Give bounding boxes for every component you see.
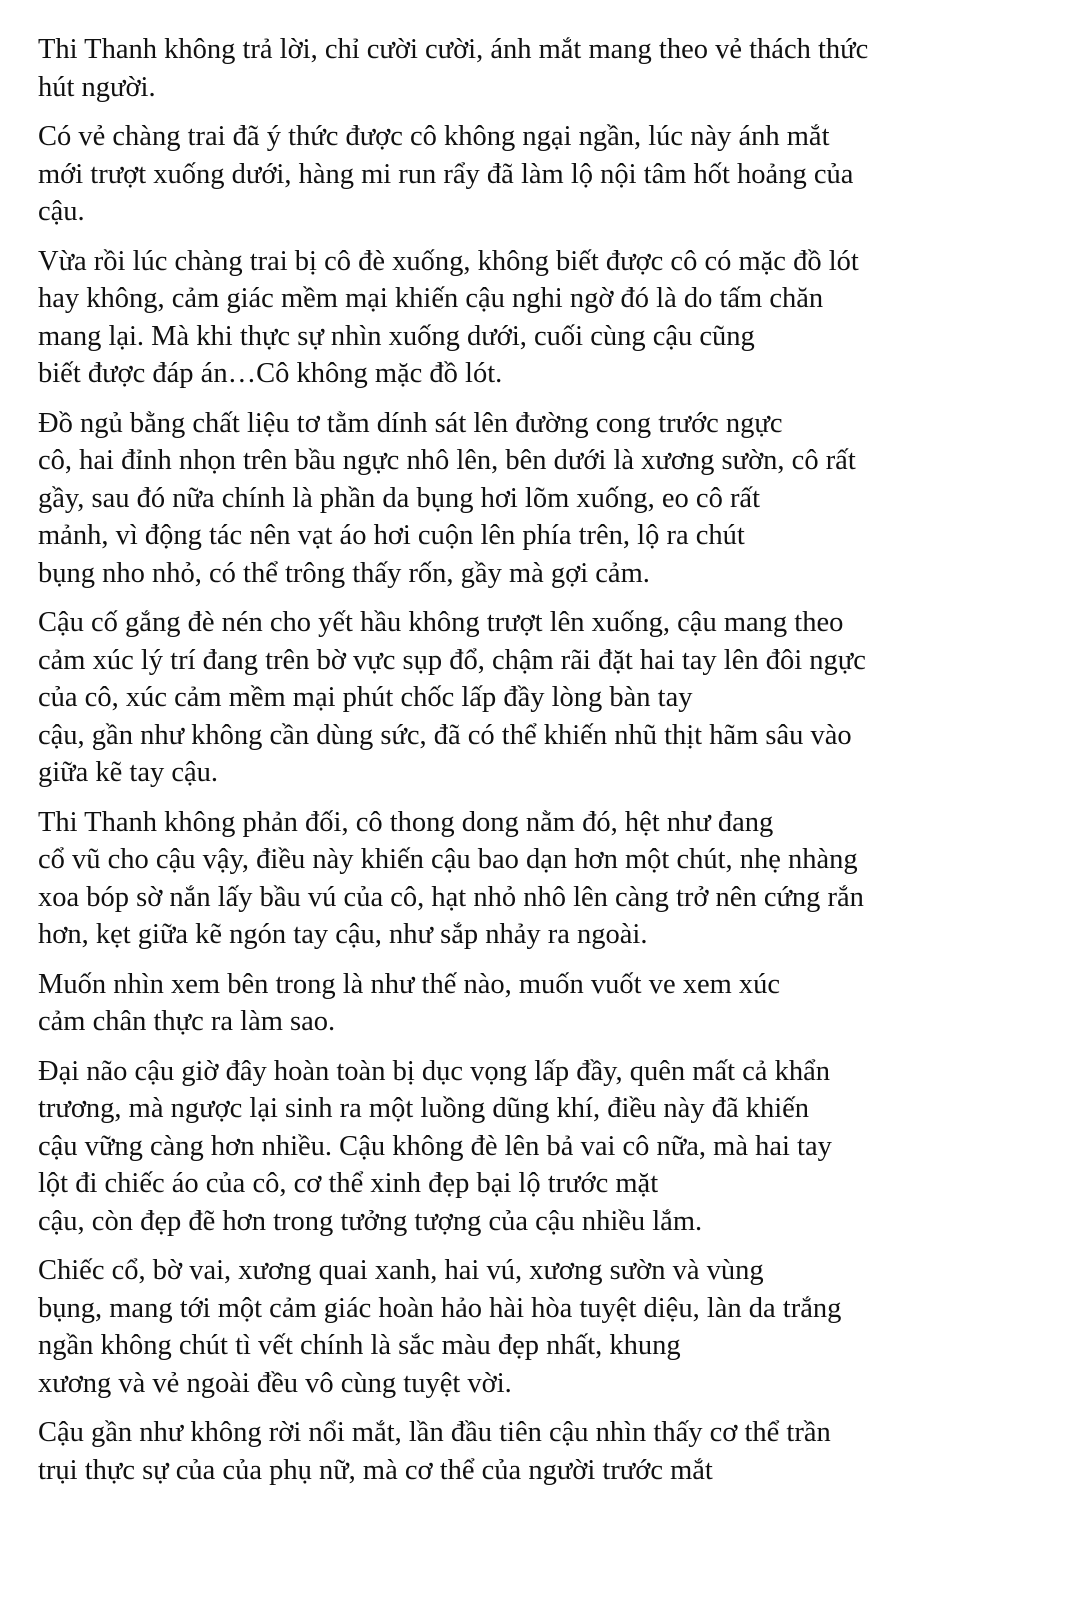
text-line: cậu, còn đẹp đẽ hơn trong tưởng tượng của cậu nhiều lắm. [38, 1205, 703, 1237]
text-line: cậu, gần như không cần dùng sức, đã có thể khiến nhũ thịt hãm sâu vào [38, 719, 852, 751]
paragraph-9 [38, 1252, 1048, 1402]
text-line: mang lại. Mà khi thực sự nhìn xuống dưới, cuối cùng cậu cũng [38, 320, 755, 352]
text-line: xương và vẻ ngoài đều vô cùng tuyệt vời. [38, 1367, 512, 1399]
text-line: bụng nho nhỏ, có thể trông thấy rốn, gầy mà gợi cảm. [38, 557, 650, 589]
paragraph-4 [38, 405, 1048, 593]
text-line: Vừa rồi lúc chàng trai bị cô đè xuống, không biết được cô có mặc đồ lót [38, 245, 859, 277]
text-line: lột đi chiếc áo của cô, cơ thể xinh đẹp bại lộ trước mặt [38, 1168, 659, 1199]
text-line: giữa kẽ tay cậu. [38, 757, 219, 788]
text-line: Có vẻ chàng trai đã ý thức được cô không ngại ngần, lúc này ánh mắt [38, 121, 830, 152]
text-line: hơn, kẹt giữa kẽ ngón tay cậu, như sắp nhảy ra ngoài. [38, 919, 648, 950]
paragraph-5 [38, 604, 1048, 792]
paragraph-8 [38, 1053, 1048, 1241]
text-line: của cô, xúc cảm mềm mại phút chốc lấp đầy lòng bàn tay [38, 682, 693, 713]
text-line: Muốn nhìn xem bên trong là như thế nào, muốn vuốt ve xem xúc [38, 968, 781, 1000]
text-line: cảm xúc lý trí đang trên bờ vực sụp đổ, chậm rãi đặt hai tay lên đôi ngực [38, 644, 866, 676]
text-line: mảnh, vì động tác nên vạt áo hơi cuộn lên phía trên, lộ ra chút [38, 520, 745, 551]
paragraph-3 [38, 243, 1048, 393]
text-line: hay không, cảm giác mềm mại khiến cậu nghi ngờ đó là do tấm chăn [38, 283, 824, 314]
text-line: mới trượt xuống dưới, hàng mi run rẩy đã làm lộ nội tâm hốt hoảng của [38, 158, 854, 190]
text-line: ngần không chút tì vết chính là sắc màu đẹp nhất, khung [38, 1330, 681, 1361]
paragraph-7 [38, 966, 1048, 1041]
text-line: hút người. [38, 71, 156, 103]
text-line: biết được đáp án…Cô không mặc đồ lót. [38, 358, 503, 389]
text-line: gầy, sau đó nữa chính là phần da bụng hơi lõm xuống, eo cô rất [38, 482, 761, 514]
text-line: bụng, mang tới một cảm giác hoàn hảo hài hòa tuyệt diệu, làn da trắng [38, 1292, 842, 1324]
text-line: cậu vững càng hơn nhiều. Cậu không đè lên bả vai cô nữa, mà hai tay [38, 1130, 832, 1162]
text-line: Đại não cậu giờ đây hoàn toàn bị dục vọng lấp đầy, quên mất cả khẩn [38, 1055, 830, 1087]
text-line: Thi Thanh không trả lời, chỉ cười cười, ánh mắt mang theo vẻ thách thức [38, 34, 869, 65]
text-line: cậu. [38, 196, 85, 227]
text-line: cô, hai đỉnh nhọn trên bầu ngực nhô lên, bên dưới là xương sườn, cô rất [38, 445, 856, 476]
paragraph-10 [38, 1414, 1048, 1489]
text-line: cảm chân thực ra làm sao. [38, 1006, 336, 1037]
text-line: cổ vũ cho cậu vậy, điều này khiến cậu bao dạn hơn một chút, nhẹ nhàng [38, 844, 858, 875]
text-line: trụi thực sự của của phụ nữ, mà cơ thể của người trước mắt [38, 1454, 713, 1486]
paragraph-6 [38, 804, 1048, 954]
paragraph-2 [38, 118, 1048, 231]
paragraph-1 [38, 31, 1048, 106]
text-line: Cậu gần như không rời nổi mắt, lần đầu tiên cậu nhìn thấy cơ thể trần [38, 1417, 831, 1448]
text-line: Thi Thanh không phản đối, cô thong dong nằm đó, hệt như đang [38, 806, 774, 838]
text-line: Chiếc cổ, bờ vai, xương quai xanh, hai vú, xương sườn và vùng [38, 1255, 764, 1286]
text-line: Đồ ngủ bằng chất liệu tơ tằm dính sát lên đường cong trước ngực [38, 407, 783, 439]
text-line: trương, mà ngược lại sinh ra một luồng dũng khí, điều này đã khiến [38, 1093, 810, 1124]
text-line: xoa bóp sờ nắn lấy bầu vú của cô, hạt nhỏ nhô lên càng trở nên cứng rắn [38, 881, 864, 913]
text-line: Cậu cố gắng đè nén cho yết hầu không trượt lên xuống, cậu mang theo [38, 607, 844, 638]
